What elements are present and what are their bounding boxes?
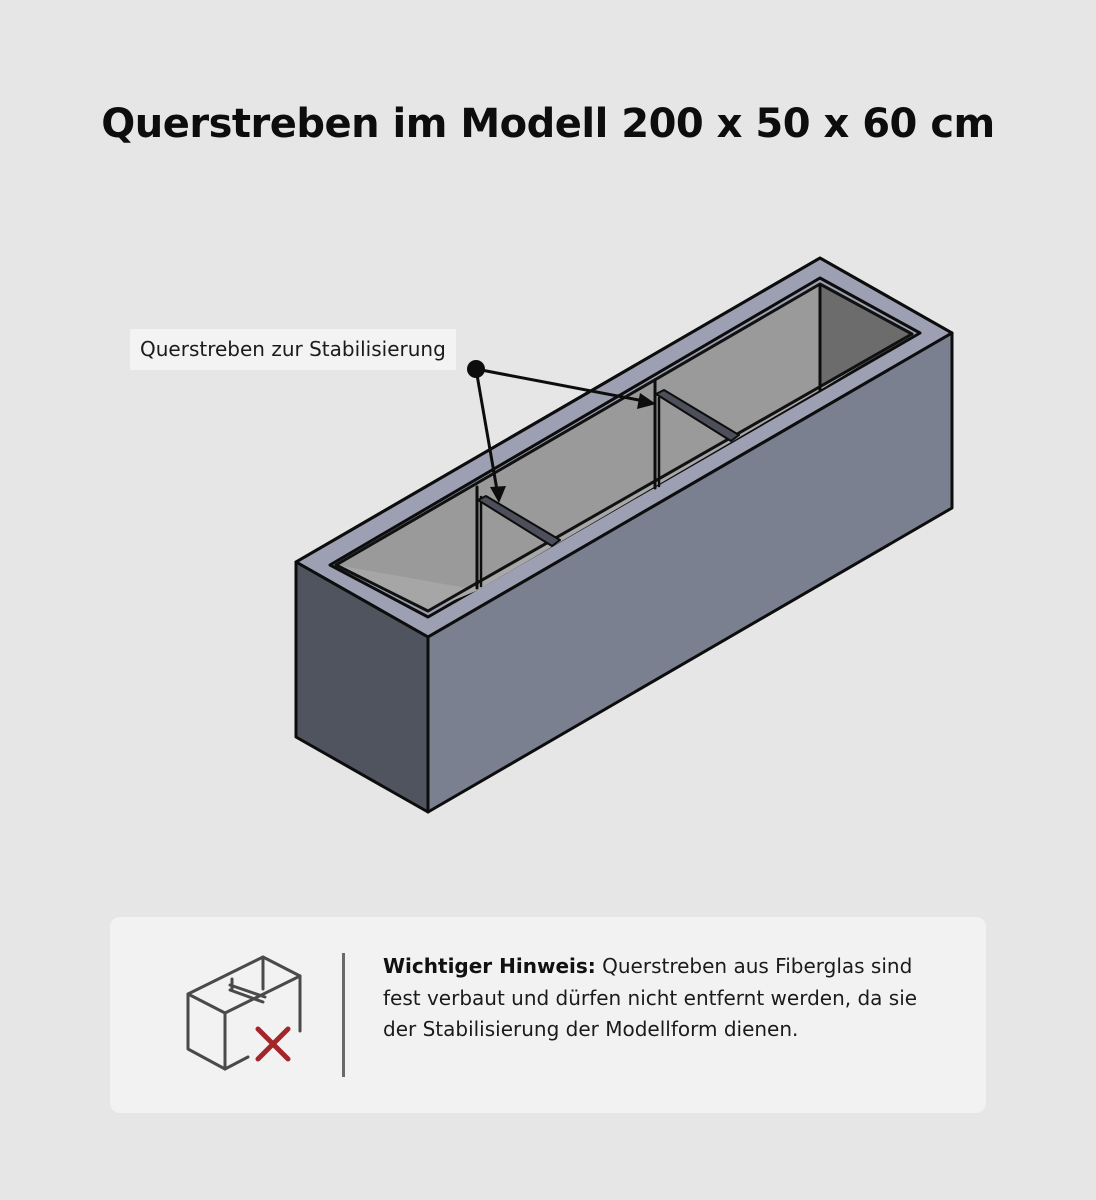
notice-text <box>383 951 943 1046</box>
callout-label: Querstreben zur Stabilisierung <box>130 329 456 370</box>
planter-box-no-removal-icon <box>170 949 320 1079</box>
notice-divider <box>342 953 345 1077</box>
notice-lead: Wichtiger Hinweis: <box>383 954 596 978</box>
notice-card <box>110 917 986 1113</box>
notice-body: Querstreben aus Fiberglas sind fest verbaut und dürfen nicht entfernt werden, da sie der Stabilisierung der Modellform dienen. <box>383 954 918 1041</box>
page-title: Querstreben im Modell 200 x 50 x 60 cm <box>101 101 995 147</box>
callout-anchor-dot <box>467 360 485 378</box>
